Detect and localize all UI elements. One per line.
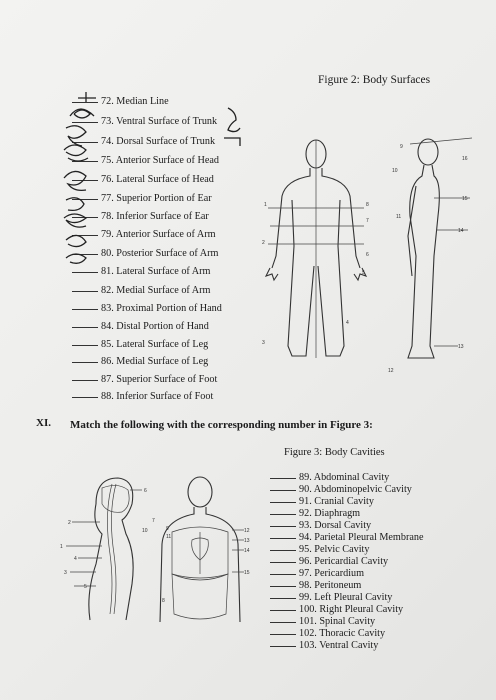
- list-item: [72, 339, 208, 350]
- diagram-label: 3: [262, 340, 265, 346]
- figure-2-title: Figure 2: Body Surfaces: [318, 74, 431, 86]
- diagram-label: 3: [64, 570, 67, 576]
- item-label: 93. Dorsal Cavity: [299, 520, 372, 531]
- list-item: [270, 532, 423, 543]
- item-label: 86. Medial Surface of Leg: [101, 356, 209, 367]
- diagram-label: 1: [60, 544, 63, 550]
- front-body-outline: [266, 140, 366, 358]
- diagram-label: 4: [346, 320, 349, 326]
- list-item: [72, 303, 222, 314]
- list-item: [270, 496, 374, 507]
- item-label: 75. Anterior Surface of Head: [101, 155, 219, 166]
- list-item: [72, 391, 213, 402]
- item-label: 97. Pericardium: [299, 568, 365, 579]
- answer-blank[interactable]: [270, 550, 296, 551]
- diagram-label: 9: [166, 526, 169, 532]
- list-item: [270, 556, 388, 567]
- item-label: 77. Superior Portion of Ear: [101, 193, 212, 204]
- list-item: [270, 484, 412, 495]
- answer-blank[interactable]: [72, 380, 98, 381]
- diagram-label: 7: [152, 518, 155, 524]
- diagram-label: 6: [144, 488, 147, 494]
- item-label: 89. Abdominal Cavity: [299, 472, 390, 483]
- diagram-label: 5: [362, 270, 365, 276]
- list-item: [72, 285, 211, 296]
- diagram-label: 5: [84, 584, 87, 590]
- diagram-label: 15: [244, 570, 250, 576]
- item-label: 96. Pericardial Cavity: [299, 556, 389, 567]
- diagram-label: 12: [388, 368, 394, 374]
- item-label: 79. Anterior Surface of Arm: [101, 229, 216, 240]
- diagram-label: 12: [244, 528, 250, 534]
- answer-blank[interactable]: [72, 327, 98, 328]
- list-item: [270, 628, 385, 639]
- item-label: 76. Lateral Surface of Head: [101, 174, 214, 185]
- diagram-label: 14: [244, 548, 250, 554]
- answer-blank[interactable]: [270, 646, 296, 647]
- item-label: 80. Posterior Surface of Arm: [101, 248, 219, 259]
- diagram-label: 15: [462, 196, 468, 202]
- list-item: [72, 356, 208, 367]
- figure-3-title: Figure 3: Body Cavities: [284, 447, 385, 458]
- diagram-label: 16: [462, 156, 468, 162]
- sagittal-body-outline: [89, 478, 133, 620]
- item-label: 82. Medial Surface of Arm: [101, 285, 211, 296]
- diagram-label: 9: [400, 144, 403, 150]
- list-item: [72, 321, 209, 332]
- item-label: 103. Ventral Cavity: [299, 640, 379, 651]
- answer-blank[interactable]: [270, 598, 296, 599]
- diagram-label: 1: [264, 202, 267, 208]
- answer-blank[interactable]: [72, 345, 98, 346]
- diagram-label: 13: [458, 344, 464, 350]
- answer-blank[interactable]: [270, 622, 296, 623]
- item-label: 73. Ventral Surface of Trunk: [101, 116, 218, 127]
- answer-blank[interactable]: [270, 610, 296, 611]
- diagram-label: 14: [458, 228, 464, 234]
- side-body-outline: [408, 138, 472, 358]
- figure-3-diagram: [56, 474, 252, 626]
- item-label: 85. Lateral Surface of Leg: [101, 339, 209, 350]
- diagram-label: 8: [366, 202, 369, 208]
- answer-blank[interactable]: [72, 362, 98, 363]
- section-instruction: Match the following with the corresponding number in Figure 3:: [70, 419, 373, 431]
- item-label: 90. Abdominopelvic Cavity: [299, 484, 412, 495]
- list-item: [72, 374, 217, 385]
- item-label: 98. Peritoneum: [299, 580, 362, 591]
- item-label: 100. Right Pleural Cavity: [299, 604, 404, 615]
- list-item: [270, 616, 375, 627]
- item-label: 102. Thoracic Cavity: [299, 628, 386, 639]
- answer-blank[interactable]: [270, 490, 296, 491]
- answer-blank[interactable]: [270, 574, 296, 575]
- list-item: [270, 508, 360, 519]
- answer-blank[interactable]: [270, 586, 296, 587]
- answer-blank[interactable]: [270, 478, 296, 479]
- handwritten-scribble-icon: [56, 88, 106, 278]
- list-item: [270, 472, 389, 483]
- diagram-label: 7: [366, 218, 369, 224]
- frontal-body-outline: [160, 477, 240, 622]
- diagram-label: 11: [166, 534, 172, 540]
- diagram-label: 10: [142, 528, 148, 534]
- item-label: 91. Cranial Cavity: [299, 496, 374, 507]
- item-label: 94. Parietal Pleural Membrane: [299, 532, 424, 543]
- item-label: 92. Diaphragm: [299, 508, 361, 519]
- diagram-label: 13: [244, 538, 250, 544]
- diagram-label: 11: [396, 214, 402, 220]
- diagram-label: 8: [162, 598, 165, 604]
- section-number: XI.: [36, 417, 51, 429]
- item-label: 78. Inferior Surface of Ear: [101, 211, 209, 222]
- item-label: 95. Pelvic Cavity: [299, 544, 370, 555]
- item-label: 87. Superior Surface of Foot: [101, 374, 218, 385]
- item-label: 88. Inferior Surface of Foot: [101, 391, 214, 402]
- diagram-label: 2: [68, 520, 71, 526]
- diagram-label: 10: [392, 168, 398, 174]
- figure-2-diagram: [258, 126, 478, 378]
- list-item: [270, 544, 369, 555]
- item-label: 74. Dorsal Surface of Trunk: [101, 136, 216, 147]
- diagram-label: 2: [262, 240, 265, 246]
- answer-blank[interactable]: [72, 397, 98, 398]
- item-label: 101. Spinal Cavity: [299, 616, 376, 627]
- diagram-label: 4: [74, 556, 77, 562]
- answer-blank[interactable]: [72, 309, 98, 310]
- list-item: [270, 580, 361, 591]
- answer-blank[interactable]: [270, 562, 296, 563]
- item-label: 84. Distal Portion of Hand: [101, 321, 209, 332]
- answer-blank[interactable]: [270, 526, 296, 527]
- answer-blank[interactable]: [270, 502, 296, 503]
- answer-blank[interactable]: [270, 538, 296, 539]
- answer-blank[interactable]: [270, 514, 296, 515]
- list-item: [270, 604, 403, 615]
- answer-blank[interactable]: [270, 634, 296, 635]
- list-item: [270, 592, 392, 603]
- item-label: 83. Proximal Portion of Hand: [101, 303, 222, 314]
- item-label: 72. Median Line: [101, 96, 169, 107]
- item-label: 99. Left Pleural Cavity: [299, 592, 393, 603]
- list-item: [270, 568, 364, 579]
- answer-blank[interactable]: [72, 291, 98, 292]
- diagram-label: 6: [366, 252, 369, 258]
- item-label: 81. Lateral Surface of Arm: [101, 266, 211, 277]
- handwritten-scribble-icon: [222, 104, 248, 148]
- list-item: [270, 640, 378, 651]
- list-item: [270, 520, 371, 531]
